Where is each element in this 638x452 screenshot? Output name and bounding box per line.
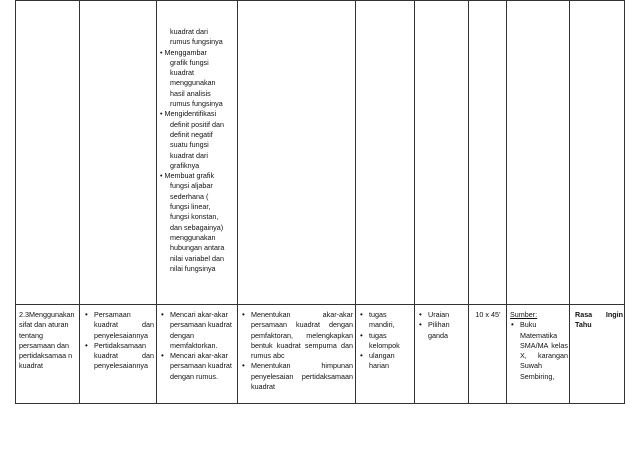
text-line: hasil analisis [170,88,211,98]
sumber-cell [510,310,568,382]
text-line: fungsi konstan, [170,212,219,222]
text-line: kuadrat dari [170,150,208,160]
karakter-cell [575,310,623,331]
materi-item: • Persamaan kuadrat dan penyelesaiannya [84,310,154,341]
text-line: rumus fungsinya [170,37,223,47]
row1-indikator-cell [160,27,236,303]
kompetensi-dasar-cell [19,310,77,372]
penilaian-teknik-cell [359,310,413,372]
text-line: sederhana ( [170,191,209,201]
bentuk-item: • Uraian [418,310,467,320]
col-border [506,0,507,404]
text-line: fungsi aljabar [170,181,213,191]
indikator-cell [160,310,236,382]
teknik-item: • tugas mandiri, [359,310,413,331]
bentuk-item: • Pilihan ganda [418,320,467,341]
text-line: • Membuat grafik [160,171,215,181]
kegiatan-item: • Menentukan akar-akar persamaan kuadrat dengan pemfaktoran, melengkapkan bentuk kuadrat sempurna dan rumus abc [241,310,353,361]
indikator-item: • Mencari akar-akar persamaan kuadrat dengan memfaktorkan. [160,310,236,351]
col-border [414,0,415,404]
col-border [569,0,570,404]
sumber-item: • Buku Matematika SMA/MA kelas X, karangan Suwah Sembiring, [510,320,568,382]
materi-cell [84,310,154,372]
col-border [237,0,238,404]
text-line: grafik fungsi [170,57,209,67]
col-border [156,0,157,404]
row-bottom-border [15,403,625,404]
row-divider [15,304,625,305]
penilaian-bentuk-cell [418,310,467,341]
kompetensi-dasar-text: 2.3Menggunakan sifat dan aturan tentang persamaan dan pertidaksamaa n kuadrat [19,310,75,371]
syllabus-table [15,0,625,404]
teknik-item: • tugas kelompok [359,331,413,352]
materi-item: • Pertidaksamaan kuadrat dan penyelesaiannya [84,341,154,372]
text-line: fungsi linear, [170,202,211,212]
sumber-label: Sumber: [510,310,538,319]
text-line: nilai variabel dan [170,253,224,263]
kegiatan-item: • Menentukan himpunan penyelesaian pertidaksamaan kuadrat [241,361,353,392]
text-line: hubungan antara [170,243,225,253]
text-line: dan sebagainya) [170,222,224,232]
kegiatan-cell [241,310,353,392]
text-line: suatu fungsi [170,140,209,150]
text-line: definit positif dan [170,119,224,129]
col-border [355,0,356,404]
text-line: menggunakan [170,78,216,88]
col-border [468,0,469,404]
text-line: • Mengidentifikasi [160,109,217,119]
text-line: menggunakan [170,232,216,242]
text-line: kuadrat [170,68,194,78]
col-border [624,0,625,404]
teknik-item: • ulangan harian [359,351,413,372]
indikator-item: • Mencari akar-akar persamaan kuadrat dengan rumus. [160,351,236,382]
text-line: rumus fungsinya [170,99,223,109]
text-line: nilai fungsinya [170,263,216,273]
text-line: grafiknya [170,160,200,170]
text-line: kuadrat dari [170,27,208,36]
karakter-text: Rasa Ingin Tahu [575,310,623,330]
text-line: • Menggambar [160,47,207,57]
row-top-border [15,0,625,1]
alokasi-waktu-cell [471,310,505,320]
col-border [15,0,16,404]
col-border [79,0,80,404]
text-line: definit negatif [170,129,213,139]
alokasi-waktu-text: 10 x 45’ [475,310,501,319]
